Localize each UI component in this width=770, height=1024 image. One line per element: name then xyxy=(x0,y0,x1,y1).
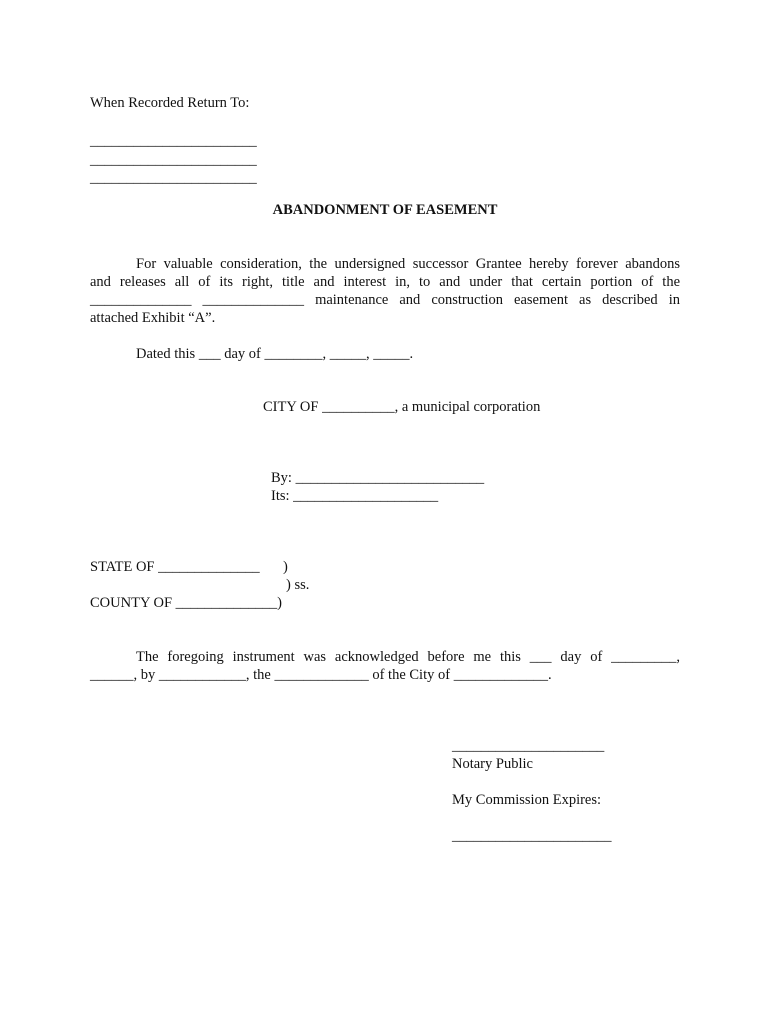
notary-signature-line: _____________________ xyxy=(452,738,605,754)
county-line: COUNTY OF ______________) xyxy=(90,595,282,611)
return-to-label: When Recorded Return To: xyxy=(90,95,250,111)
return-address-line-3: _______________________ xyxy=(90,170,257,186)
commission-expires-label: My Commission Expires: xyxy=(452,792,602,808)
return-address-line-2: _______________________ xyxy=(90,152,257,168)
notary-public-label: Notary Public xyxy=(452,756,533,772)
city-line: CITY OF __________, a municipal corporation xyxy=(263,399,541,415)
state-paren: ) xyxy=(283,559,288,575)
paragraph-line-1: For valuable consideration, the undersigned successor Grantee hereby forever abandons xyxy=(136,256,680,272)
return-address-line-1: _______________________ xyxy=(90,133,257,149)
paragraph-line-4: attached Exhibit “A”. xyxy=(90,310,216,326)
acknowledgment-line-2: ______, by ____________, the _____________ of the City of _____________. xyxy=(90,667,552,683)
dated-line: Dated this ___ day of ________, _____, _____. xyxy=(136,346,414,362)
state-line: STATE OF ______________ xyxy=(90,559,260,575)
paragraph-line-2: and releases all of its right, title and interest in, to and under that certain portion of the xyxy=(90,274,680,290)
by-line: By: __________________________ xyxy=(271,470,485,486)
document-title: ABANDONMENT OF EASEMENT xyxy=(272,202,498,218)
acknowledgment-line-1: The foregoing instrument was acknowledged before me this ___ day of _________, xyxy=(136,649,680,665)
ss-line: ) ss. xyxy=(286,577,310,593)
its-line: Its: ____________________ xyxy=(271,488,439,504)
commission-expires-line: ______________________ xyxy=(452,828,612,844)
paragraph-line-3: ______________ ______________ maintenance and construction easement as described in xyxy=(90,292,680,308)
